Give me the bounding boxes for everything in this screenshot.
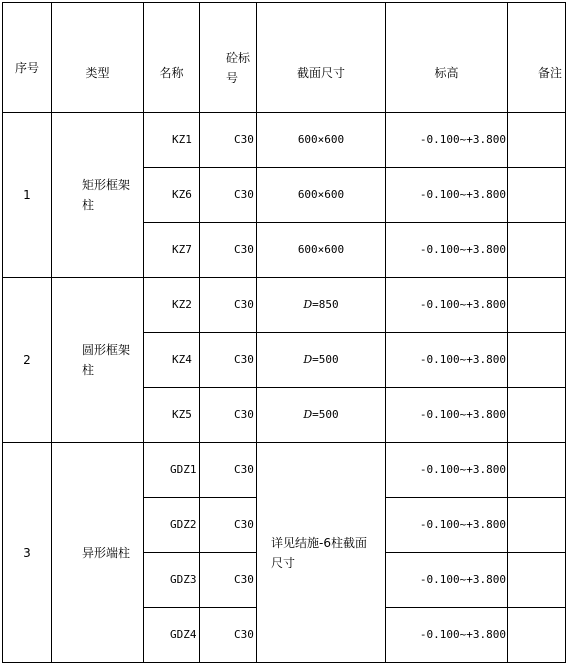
elevation: -0.100~+3.800: [386, 333, 508, 388]
remarks-cell: [508, 608, 566, 663]
elevation: -0.100~+3.800: [386, 388, 508, 443]
elevation: -0.100~+3.800: [386, 168, 508, 223]
concrete-grade: C30: [200, 113, 257, 168]
section-detail-note: 详见结施-6柱截面尺寸: [257, 443, 386, 663]
column-name: GDZ4: [144, 608, 200, 663]
elevation: -0.100~+3.800: [386, 443, 508, 498]
column-name: KZ1: [144, 113, 200, 168]
remarks-cell: [508, 388, 566, 443]
group-number: 1: [3, 113, 52, 278]
column-name: GDZ3: [144, 553, 200, 608]
remarks-cell: [508, 498, 566, 553]
section-size: [257, 278, 386, 333]
header-concrete: 砼标号: [200, 3, 257, 113]
column-name: KZ6: [144, 168, 200, 223]
header-remarks: 备注: [508, 3, 566, 113]
concrete-grade: C30: [200, 498, 257, 553]
table-row: [3, 113, 566, 168]
column-name: KZ4: [144, 333, 200, 388]
table-row: [3, 278, 566, 333]
elevation: -0.100~+3.800: [386, 553, 508, 608]
header-section: 截面尺寸: [257, 3, 386, 113]
column-schedule-table: [2, 2, 566, 663]
concrete-grade: C30: [200, 608, 257, 663]
section-size: 600×600: [257, 223, 386, 278]
concrete-grade: C30: [200, 443, 257, 498]
column-name: KZ5: [144, 388, 200, 443]
header-type: 类型: [52, 3, 144, 113]
concrete-grade: C30: [200, 333, 257, 388]
diameter-symbol: D: [303, 298, 313, 311]
concrete-grade: C30: [200, 388, 257, 443]
concrete-grade: C30: [200, 168, 257, 223]
remarks-cell: [508, 553, 566, 608]
section-size: [257, 333, 386, 388]
section-size: [257, 388, 386, 443]
header-no: 序号: [3, 3, 52, 113]
concrete-grade: C30: [200, 223, 257, 278]
concrete-grade: C30: [200, 278, 257, 333]
elevation: -0.100~+3.800: [386, 223, 508, 278]
remarks-cell: [508, 443, 566, 498]
column-name: KZ2: [144, 278, 200, 333]
elevation: -0.100~+3.800: [386, 498, 508, 553]
remarks-cell: [508, 278, 566, 333]
table-row: [3, 443, 566, 498]
group-number: 3: [3, 443, 52, 663]
column-name: GDZ1: [144, 443, 200, 498]
group-type: 圆形框架柱: [52, 278, 144, 443]
column-name: KZ7: [144, 223, 200, 278]
remarks-cell: [508, 333, 566, 388]
elevation: -0.100~+3.800: [386, 278, 508, 333]
elevation: -0.100~+3.800: [386, 113, 508, 168]
diameter-value: =500: [312, 408, 339, 421]
diameter-value: =500: [312, 353, 339, 366]
diameter-value: =850: [312, 298, 339, 311]
group-type: 矩形框架柱: [52, 113, 144, 278]
diameter-symbol: D: [303, 408, 313, 421]
remarks-cell: [508, 223, 566, 278]
remarks-cell: [508, 168, 566, 223]
group-type: 异形端柱: [52, 443, 144, 663]
remarks-cell: [508, 113, 566, 168]
section-size: 600×600: [257, 113, 386, 168]
header-elevation: 标高: [386, 3, 508, 113]
header-row: [3, 3, 566, 113]
header-name: 名称: [144, 3, 200, 113]
section-size: 600×600: [257, 168, 386, 223]
elevation: -0.100~+3.800: [386, 608, 508, 663]
diameter-symbol: D: [303, 353, 313, 366]
group-number: 2: [3, 278, 52, 443]
concrete-grade: C30: [200, 553, 257, 608]
column-name: GDZ2: [144, 498, 200, 553]
